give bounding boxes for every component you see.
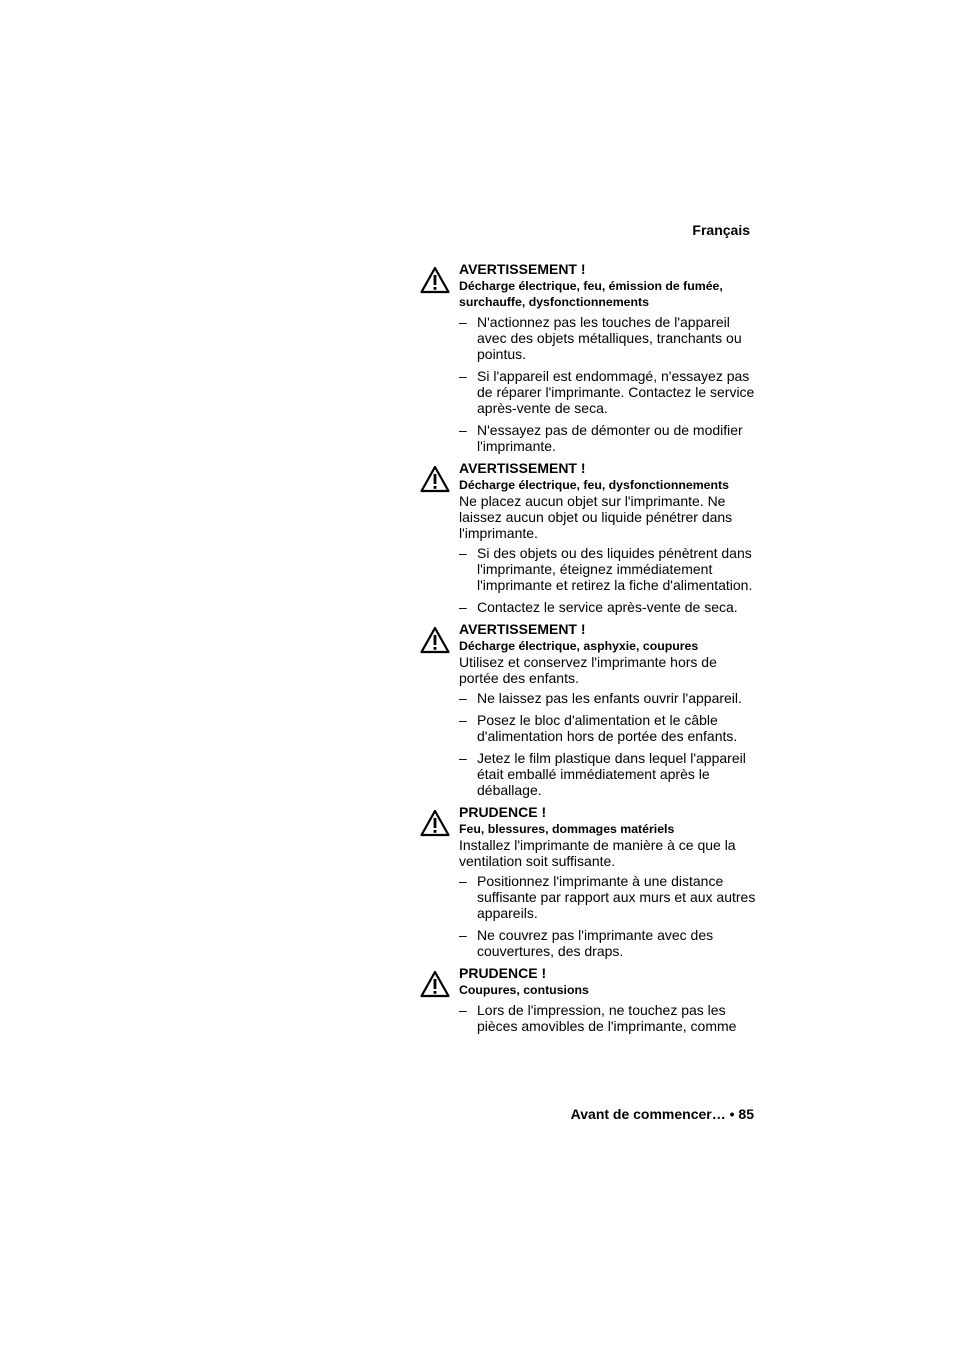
warning-block [420,621,760,798]
block-title: AVERTISSEMENT ! [459,460,586,476]
warning-block [420,261,760,454]
block-list [459,545,760,615]
block-title: AVERTISSEMENT ! [459,261,586,277]
list-item: – Lors de l'impression, ne touchez pas les pièces amovibles de l'imprimante, comme [459,1002,760,1034]
warning-triangle-icon [420,970,450,998]
list-item: – Ne laissez pas les enfants ouvrir l'appareil. [459,690,760,706]
block-list [459,873,760,959]
warning-triangle-icon [420,626,450,654]
list-item: – Si des objets ou des liquides pénètrent dans l'imprimante, éteignez immédiatement l'imprimante et retirez la fiche d'alimentation. [459,545,760,593]
warning-triangle-icon [420,465,450,493]
safety-content [420,261,760,1040]
block-list [459,314,760,454]
block-subtitle: Décharge électrique, feu, émission de fumée, surchauffe, dysfonctionnements [459,279,723,309]
list-item: – N'essayez pas de démonter ou de modifier l'imprimante. [459,422,760,454]
caution-block [420,965,760,1034]
language-header: Français [692,222,750,238]
block-list [459,690,760,798]
block-subtitle: Coupures, contusions [459,983,589,997]
block-title: AVERTISSEMENT ! [459,621,586,637]
block-list [459,1002,760,1034]
block-subtitle: Décharge électrique, feu, dysfonctionnements [459,478,729,492]
list-item: – N'actionnez pas les touches de l'appareil avec des objets métalliques, tranchants ou pointus. [459,314,760,362]
warning-triangle-icon [420,266,450,294]
block-body: Utilisez et conservez l'imprimante hors de portée des enfants. [459,654,717,686]
list-item: – Si l'appareil est endommagé, n'essayez pas de réparer l'imprimante. Contactez le service après-vente de seca. [459,368,760,416]
block-subtitle: Décharge électrique, asphyxie, coupures [459,639,699,653]
warning-block [420,460,760,615]
block-subtitle: Feu, blessures, dommages matériels [459,822,675,836]
caution-block [420,804,760,959]
list-item: – Posez le bloc d'alimentation et le câble d'alimentation hors de portée des enfants. [459,712,760,744]
list-item: – Contactez le service après-vente de seca. [459,599,760,615]
list-item: – Positionnez l'imprimante à une distance suffisante par rapport aux murs et aux autres appareils. [459,873,760,921]
list-item: – Ne couvrez pas l'imprimante avec des couvertures, des draps. [459,927,760,959]
block-title: PRUDENCE ! [459,965,547,981]
block-body: Ne placez aucun objet sur l'imprimante. Ne laissez aucun objet ou liquide pénétrer dans l'imprimante. [459,493,733,541]
block-body: Installez l'imprimante de manière à ce que la ventilation soit suffisante. [459,837,736,869]
page-footer: Avant de commencer… • 85 [570,1106,754,1122]
block-title: PRUDENCE ! [459,804,547,820]
list-item: – Jetez le film plastique dans lequel l'appareil était emballé immédiatement après le déballage. [459,750,760,798]
warning-triangle-icon [420,809,450,837]
